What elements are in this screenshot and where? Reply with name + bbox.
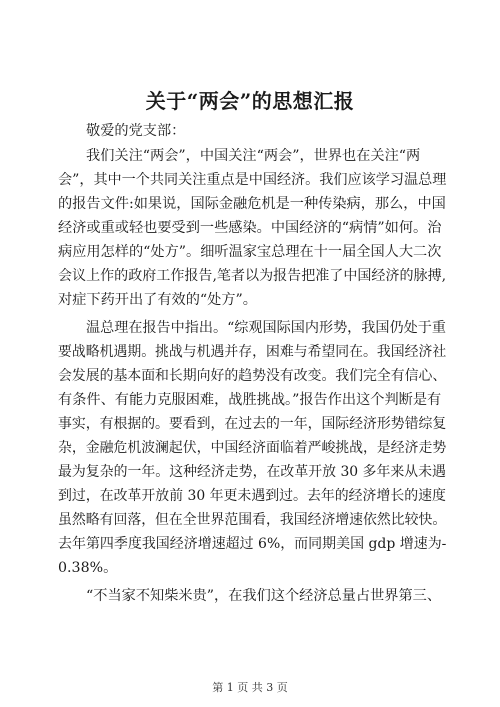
body-line: 会发展的基本面和长期向好的趋势没有改变。我们完全有信心、 bbox=[58, 368, 447, 384]
body-line: 去年第四季度我国经济增速超过 6%，而同期美国 gdp 增速为- bbox=[58, 536, 447, 552]
salutation: 敬爱的党支部： bbox=[86, 123, 186, 139]
body-line: 有条件、有能力克服困难，战胜挑战。”报告作出这个判断是有 bbox=[58, 392, 442, 408]
body-line: 温总理在报告中指出。“综观国际国内形势，我国仍处于重 bbox=[86, 320, 446, 336]
body-line: 事实，有根据的。要看到，在过去的一年，国际经济形势错综复 bbox=[58, 416, 447, 432]
body-line: 的报告文件:如果说，国际金融危机是一种传染病，那么，中国 bbox=[58, 196, 446, 212]
document-title: 关于“两会”的思想汇报 bbox=[145, 89, 355, 113]
body-line: 我们关注“两会”，中国关注“两会”，世界也在关注“两 bbox=[86, 148, 421, 164]
body-line: 对症下药开出了有效的“处方”。 bbox=[58, 292, 257, 308]
body-line: 会议上作的政府工作报告,笔者以为报告把准了中国经济的脉搏, bbox=[58, 268, 447, 284]
body-line: 要战略机遇期。挑战与机遇并存，困难与希望同在。我国经济社 bbox=[58, 344, 447, 360]
body-line: 病应用怎样的“处方”。细听温家宝总理在十一届全国人大二次 bbox=[58, 244, 442, 260]
body-line: 0.38%。 bbox=[58, 560, 118, 576]
body-line: 经济或重或轻也要受到一些感染。中国经济的“病情”如何。治 bbox=[58, 220, 442, 236]
body-line: 会”，其中一个共同关注重点是中国经济。我们应该学习温总理 bbox=[58, 172, 447, 188]
body-line: 杂，金融危机波澜起伏，中国经济面临着严峻挑战，是经济走势 bbox=[58, 440, 447, 456]
body-line: 虽然略有回落，但在全世界范围看，我国经济增速依然比较快。 bbox=[58, 512, 447, 528]
body-line: “不当家不知柴米贵”，在我们这个经济总量占世界第三、 bbox=[86, 588, 442, 604]
body-line: 最为复杂的一年。这种经济走势，在改革开放 30 多年来从未遇 bbox=[58, 464, 446, 480]
page-footer: 第 1 页 共 3 页 bbox=[212, 681, 288, 694]
body-line: 到过，在改革开放前 30 年更未遇到过。去年的经济增长的速度 bbox=[58, 488, 446, 504]
